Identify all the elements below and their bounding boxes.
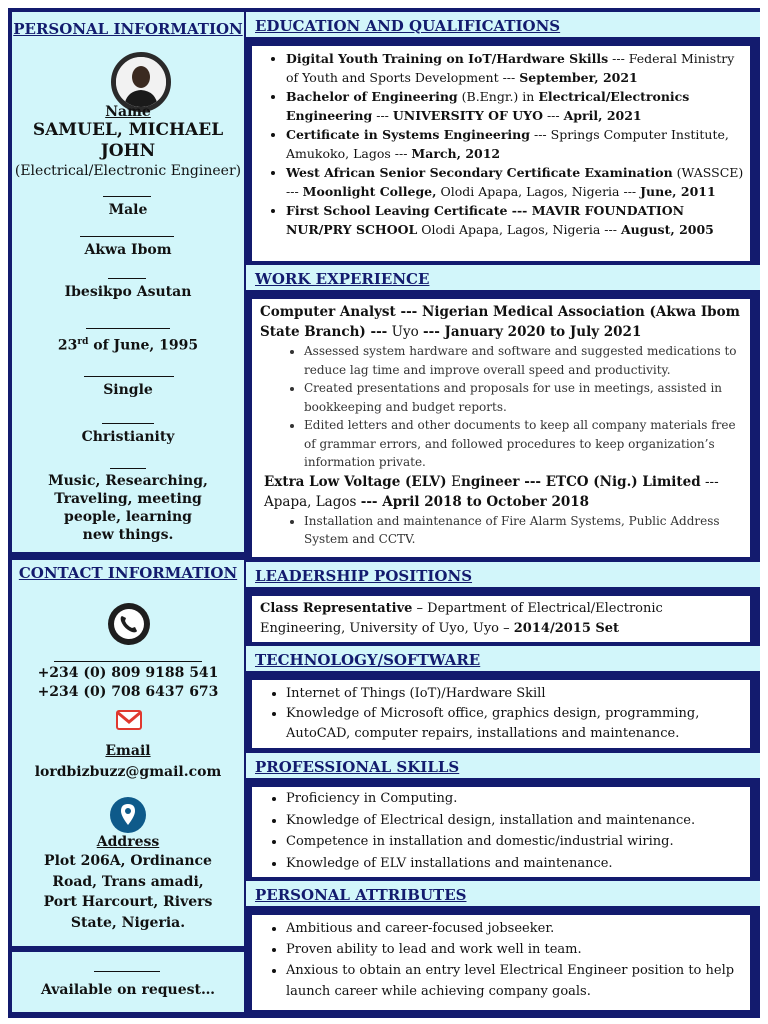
referees-panel [12,952,244,1012]
education-heading: EDUCATION AND QUALIFICATIONS [255,17,561,35]
hobbies-line2: Traveling, meeting [54,491,202,507]
list-item: • Competence in installation and domestic/industrial wiring. [286,831,750,853]
address-label: Address [96,834,160,850]
profession: (Electrical/Electronic Engineer) [14,163,242,179]
list-item: • Bachelor of Engineering (B.Engr.) in Electrical/Electronics Engineering --- UNIVERSITY OF UYO --- April, 2021 [286,87,750,125]
hobbies-line1: Music, Researching, [48,473,208,489]
attributes-heading: PERSONAL ATTRIBUTES [255,886,467,904]
technology-heading-bar [246,646,760,674]
location-pin-icon [109,796,147,838]
divider [54,661,202,662]
list-item: • Proven ability to lead and work well in team. [286,939,750,960]
education-section [252,46,750,261]
phone-number-1[interactable]: +234 (0) 809 9188 541 [37,665,219,681]
leadership-section [252,596,750,642]
contact-info-heading: CONTACT INFORMATION [18,564,238,582]
list-item: • Internet of Things (IoT)/Hardware Skill [286,684,750,704]
email-label: Email [105,743,151,759]
job-title-2: Extra Low Voltage (ELV) Engineer --- ETCO (Nig.) Limited --- Apapa, Lagos --- April 2018 to October 2018 [264,473,719,510]
technology-heading: TECHNOLOGY/SOFTWARE [255,651,481,669]
name-label: Name [105,104,151,120]
email-icon [116,709,142,735]
attributes-heading-bar [246,881,760,909]
state-of-origin: Akwa Ibom [84,242,172,258]
personal-info-heading: PERSONAL INFORMATION [13,20,243,38]
work-section [252,299,750,557]
address-line4: State, Nigeria. [70,915,186,931]
divider [80,236,174,237]
email-address[interactable]: lordbizbuzz@gmail.com [34,764,222,780]
full-name-line1: SAMUEL, MICHAEL [32,120,224,140]
skills-heading: PROFESSIONAL SKILLS [255,758,460,776]
list-item: • Edited letters and other documents to keep all company materials free of grammar errors, and followed procedures to keep organization’s information private. [304,416,750,472]
skills-section [252,787,750,877]
work-heading: WORK EXPERIENCE [255,270,430,288]
divider [94,971,160,972]
divider [108,278,146,279]
contact-info-panel [12,560,244,946]
list-item: • Certificate in Systems Engineering --- Springs Computer Institute, Amukoko, Lagos --- March, 2012 [286,125,750,163]
gender: Male [108,202,148,218]
leadership-heading: LEADERSHIP POSITIONS [255,567,473,585]
attributes-section [252,915,750,1010]
list-item: • Created presentations and proposals for use in meetings, assisted in bookkeeping and budget reports. [304,379,750,416]
lga: Ibesikpo Asutan [64,284,192,300]
list-item: • Installation and maintenance of Fire Alarm Systems, Public Address System and CCTV. [304,512,750,549]
list-item: • Digital Youth Training on IoT/Hardware Skills --- Federal Ministry of Youth and Sports Development --- September, 2021 [286,49,750,87]
divider [84,376,174,377]
divider [110,468,146,469]
list-item: • Proficiency in Computing. [286,788,750,810]
address-line1: Plot 206A, Ordinance [44,853,212,869]
hobbies-line4: new things. [82,527,174,543]
skills-heading-bar [246,753,760,781]
divider [103,196,151,197]
list-item: • Ambitious and career-focused jobseeker. [286,918,750,939]
referees-text: Available on request… [41,982,215,998]
address-line3: Port Harcourt, Rivers [43,894,213,910]
education-heading-bar [246,12,760,40]
list-item: • Knowledge of ELV installations and maintenance. [286,853,750,875]
phone-icon [107,602,151,650]
marital-status: Single [103,382,153,398]
leadership-text: Class Representative – Department of Electrical/Electronic Engineering, University of Uyo, Uyo – 2014/2015 Set [260,601,663,636]
list-item: • Knowledge of Microsoft office, graphics design, programming, AutoCAD, computer repairs, installations and maintenance. [286,704,750,744]
hobbies-line3: people, learning [64,509,192,525]
list-item: • First School Leaving Certificate --- MAVIR FOUNDATION NUR/PRY SCHOOL Olodi Apapa, Lagos, Nigeria --- August, 2005 [286,201,750,239]
list-item: • Knowledge of Electrical design, installation and maintenance. [286,810,750,832]
date-of-birth: 23rd of June, 1995 [57,337,199,354]
job-title-1: Computer Analyst --- Nigerian Medical Association (Akwa Ibom State Branch) --- Uyo --- January 2020 to July 2021 [260,304,740,340]
personal-info-panel [12,12,244,552]
full-name-line2: JOHN [100,141,156,161]
leadership-heading-bar [246,562,760,590]
address-line2: Road, Trans amadi, [52,874,204,890]
list-item: • Assessed system hardware and software and suggested medications to reduce lag time and improve overall speed and productivity. [304,342,750,379]
divider [102,423,154,424]
divider [86,328,170,329]
technology-section [252,680,750,748]
phone-number-2[interactable]: +234 (0) 708 6437 673 [37,684,219,700]
religion: Christianity [81,429,175,445]
work-heading-bar [246,265,760,293]
list-item: • West African Senior Secondary Certificate Examination (WASSCE) --- Moonlight College, Olodi Apapa, Lagos, Nigeria --- June, 2011 [286,163,750,201]
list-item: • Anxious to obtain an entry level Electrical Engineer position to help launch career while achieving company goals. [286,960,750,1002]
